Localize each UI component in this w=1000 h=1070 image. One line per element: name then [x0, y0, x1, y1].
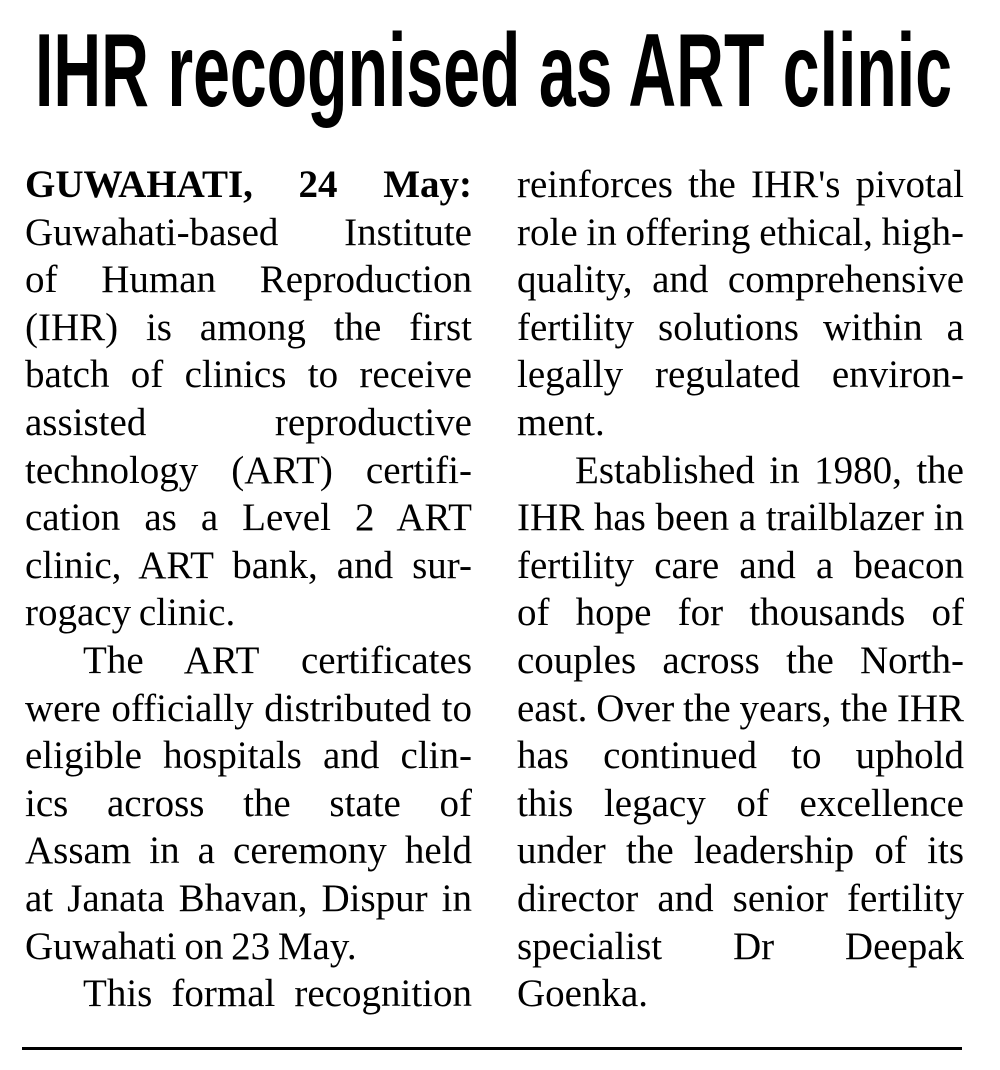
- article-column-left: [25, 161, 472, 1018]
- article-line: legally regulated environ-: [517, 353, 964, 397]
- article-line: Goenka.: [517, 972, 649, 1016]
- article-line: east. Over the years, the IHR: [517, 686, 964, 730]
- article-body: [25, 161, 964, 1018]
- article-line: Guwahati-based Institute: [25, 210, 472, 254]
- article-line: technology (ART) certifi-: [25, 448, 472, 492]
- article-line: quality, and comprehensive: [517, 258, 964, 302]
- bottom-rule: [22, 1047, 962, 1050]
- article-line: Assam in a ceremony held: [25, 829, 472, 873]
- article-line: assisted reproductive: [25, 400, 472, 444]
- article-headline: [35, 13, 1000, 129]
- article-line: reinforces the IHR's pivotal: [517, 163, 964, 206]
- article-line: This formal recognition: [83, 972, 472, 1016]
- article-column-right: [517, 161, 964, 1018]
- article-line: Guwahati on 23 May.: [25, 924, 357, 968]
- article-line: cation as a Level 2 ART: [25, 496, 472, 540]
- article-line: batch of clinics to receive: [25, 353, 472, 397]
- article-line: rogacy clinic.: [25, 591, 236, 635]
- article-line: The ART certificates: [83, 638, 472, 682]
- article-line: at Janata Bhavan, Dispur in: [25, 876, 472, 920]
- article-line: fertility care and a beacon: [517, 543, 964, 587]
- article-line: GUWAHATI, 24 May:: [25, 163, 472, 206]
- article-line: role in offering ethical, high-: [517, 210, 964, 254]
- article-line: specialist Dr Deepak: [517, 924, 964, 968]
- article-line: director and senior fertility: [517, 876, 964, 920]
- article-line: of Human Reproduction: [25, 258, 472, 302]
- article-line: were officially distributed to: [25, 686, 472, 730]
- article-line: clinic, ART bank, and sur-: [25, 543, 472, 587]
- article-line: Established in 1980, the: [575, 448, 964, 492]
- article-line: IHR has been a trailblazer in: [517, 496, 964, 540]
- article-line: (IHR) is among the first: [25, 305, 472, 349]
- article-line: ics across the state of: [25, 781, 472, 825]
- headline-text: IHR recognised as ART clinic: [35, 13, 952, 129]
- article-line: has continued to uphold: [517, 734, 964, 778]
- article-line: fertility solutions within a: [517, 305, 964, 349]
- article-line: couples across the North-: [517, 638, 964, 682]
- article-line: under the leadership of its: [517, 829, 964, 873]
- article-line: ment.: [517, 400, 605, 444]
- article-line: this legacy of excellence: [517, 781, 964, 825]
- article-line: of hope for thousands of: [517, 591, 964, 635]
- article-line: eligible hospitals and clin-: [25, 734, 472, 778]
